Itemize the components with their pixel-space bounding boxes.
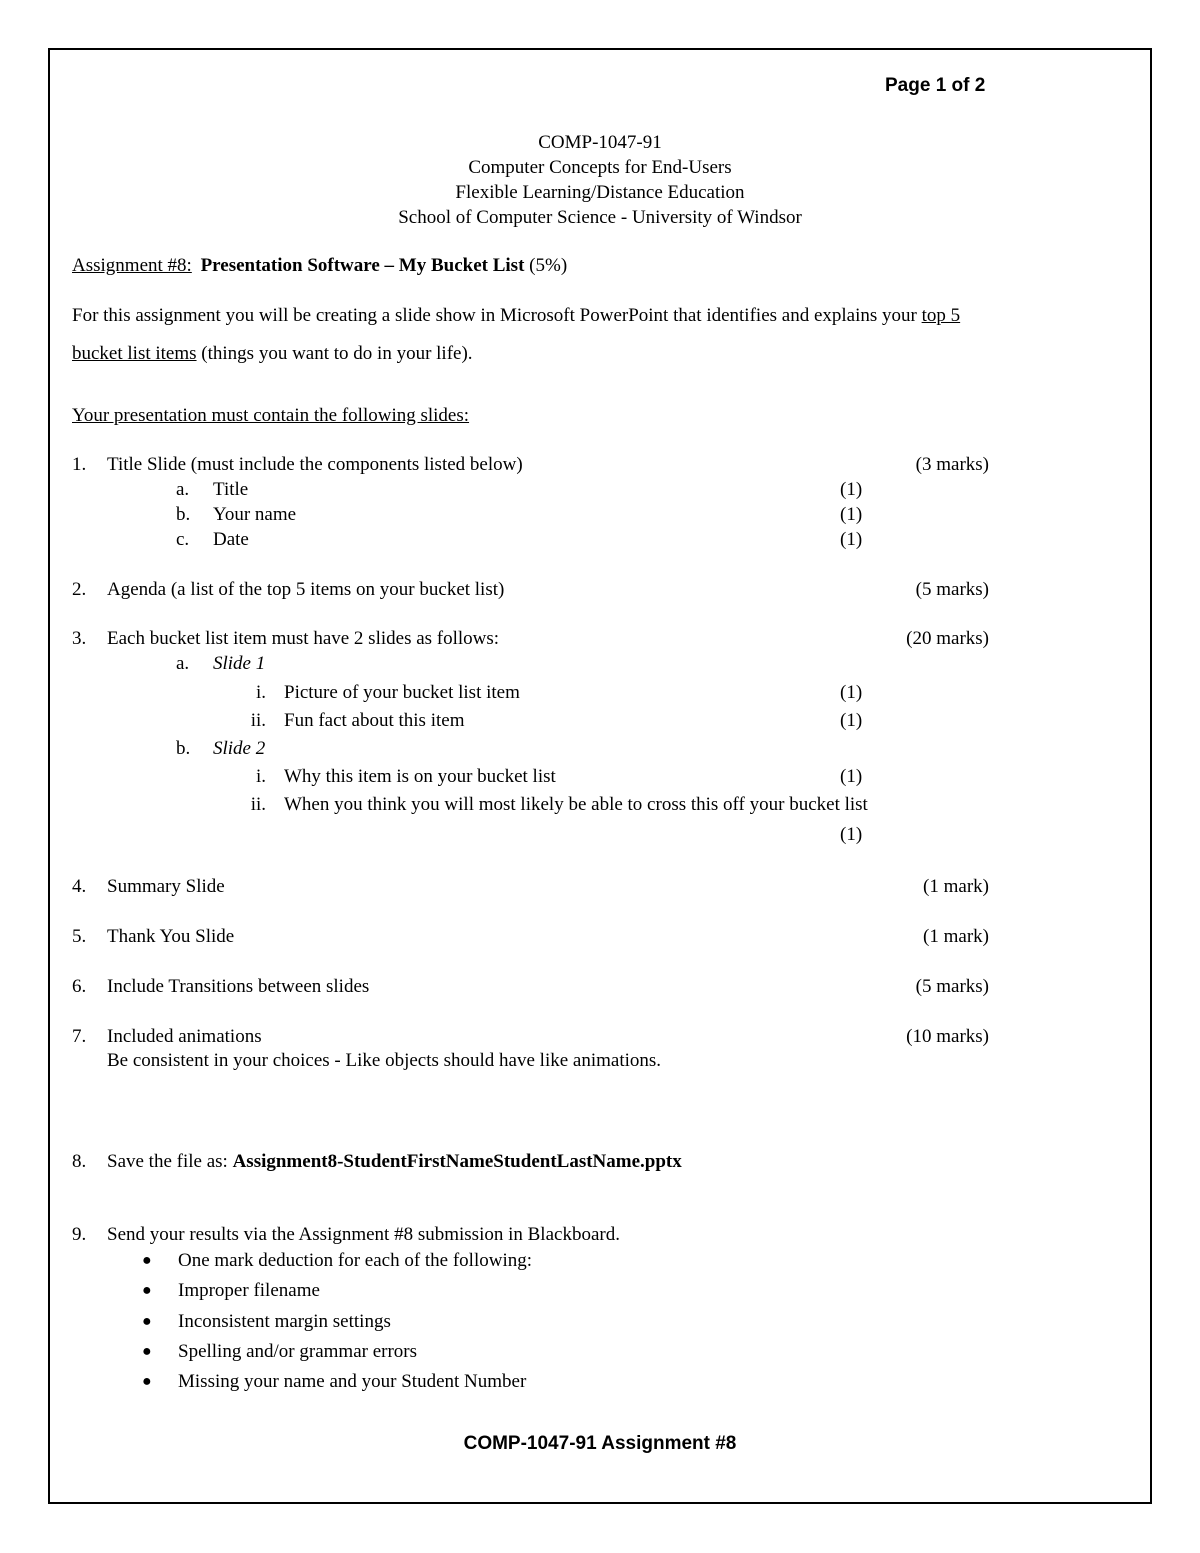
item-text: Summary Slide (107, 876, 225, 897)
bullet-icon: ● (142, 1313, 152, 1330)
sub-item-text: Date (213, 529, 249, 550)
item-text: Thank You Slide (107, 926, 235, 947)
sub-item-points: (1) (840, 504, 863, 525)
roman-points: (1) (840, 710, 863, 731)
item-text: Included animations (107, 1026, 262, 1047)
item-marks: (1 mark) (923, 876, 989, 897)
item-text-wrapper (107, 1150, 682, 1174)
sub-item-text: Title (213, 479, 249, 500)
sub-item-text: Slide 2 (213, 738, 266, 759)
item-number: 6. (72, 976, 87, 997)
roman-text: Picture of your bucket list item (284, 682, 520, 703)
page-number: Page 1 of 2 (885, 75, 986, 96)
item-number: 7. (72, 1026, 87, 1047)
item-text: Include Transitions between slides (107, 976, 370, 997)
item-text: Each bucket list item must have 2 slides as follows: (107, 628, 500, 649)
bullet-icon: ● (142, 1282, 152, 1299)
intro-underlined-2: bucket list items (72, 343, 197, 364)
bullet-text: One mark deduction for each of the following: (178, 1250, 533, 1271)
sub-item-text: Slide 1 (213, 653, 266, 674)
footer-text (0, 1431, 1200, 1456)
item-number: 4. (72, 876, 87, 897)
save-filename: Assignment8-StudentFirstNameStudentLastName.pptx (232, 1151, 682, 1172)
course-program: Flexible Learning/Distance Education (455, 182, 745, 203)
item-text: Agenda (a list of the top 5 items on your bucket list) (107, 579, 505, 600)
item-note: Be consistent in your choices - Like objects should have like animations. (107, 1050, 662, 1071)
slides-heading: Your presentation must contain the following slides: (72, 405, 470, 426)
intro-line-1 (72, 304, 960, 328)
roman-text: When you think you will most likely be able to cross this off your bucket list (284, 794, 868, 815)
item-marks: (1 mark) (923, 926, 989, 947)
course-code: COMP-1047-91 (538, 132, 662, 153)
roman-numeral: i. (255, 766, 266, 787)
footer-label: COMP-1047-91 Assignment #8 (463, 1433, 737, 1454)
sub-item-points: (1) (840, 479, 863, 500)
intro-text-2: (things you want to do in your life). (196, 343, 473, 364)
bullet-icon: ● (142, 1343, 152, 1360)
course-title: Computer Concepts for End-Users (468, 157, 732, 178)
sub-item-letter: b. (176, 738, 191, 759)
item-number: 8. (72, 1151, 87, 1172)
roman-text: Why this item is on your bucket list (284, 766, 556, 787)
sub-item-letter: a. (176, 653, 190, 674)
course-school: School of Computer Science - University of Windsor (398, 207, 802, 228)
intro-line-2 (72, 342, 473, 366)
item-text: Send your results via the Assignment #8 submission in Blackboard. (107, 1224, 620, 1245)
item-number: 3. (72, 628, 87, 649)
sub-item-letter: a. (176, 479, 190, 500)
roman-numeral: ii. (250, 710, 266, 731)
roman-points: (1) (840, 766, 863, 787)
item-number: 5. (72, 926, 87, 947)
bullet-icon: ● (142, 1252, 152, 1269)
bullet-icon: ● (142, 1373, 152, 1390)
roman-points: (1) (840, 824, 863, 845)
item-text: Title Slide (must include the components listed below) (107, 454, 523, 475)
item-number: 9. (72, 1224, 87, 1245)
assignment-weight: (5%) (529, 255, 568, 276)
bullet-text: Missing your name and your Student Number (178, 1371, 527, 1392)
item-text: Save the file as: (107, 1151, 233, 1172)
assignment-label: Assignment #8: (72, 255, 192, 276)
item-number: 1. (72, 454, 87, 475)
sub-item-letter: b. (176, 504, 191, 525)
item-marks: (5 marks) (915, 976, 989, 997)
item-marks: (3 marks) (915, 454, 989, 475)
item-marks: (10 marks) (906, 1026, 989, 1047)
item-marks: (20 marks) (906, 628, 989, 649)
roman-points: (1) (840, 682, 863, 703)
bullet-text: Spelling and/or grammar errors (178, 1341, 418, 1362)
roman-numeral: ii. (250, 794, 266, 815)
intro-underlined-1: top 5 (921, 305, 961, 326)
bullet-text: Inconsistent margin settings (178, 1311, 391, 1332)
item-number: 2. (72, 579, 87, 600)
roman-numeral: i. (255, 682, 266, 703)
intro-text-1: For this assignment you will be creating a slide show in Microsoft PowerPoint that identifies and explains your (72, 305, 922, 326)
assignment-heading (72, 254, 567, 278)
sub-item-text: Your name (213, 504, 297, 525)
assignment-title: Presentation Software – My Bucket List (200, 255, 525, 276)
sub-item-letter: c. (176, 529, 190, 550)
item-marks: (5 marks) (915, 579, 989, 600)
sub-item-points: (1) (840, 529, 863, 550)
bullet-text: Improper filename (178, 1280, 320, 1301)
roman-text: Fun fact about this item (284, 710, 465, 731)
